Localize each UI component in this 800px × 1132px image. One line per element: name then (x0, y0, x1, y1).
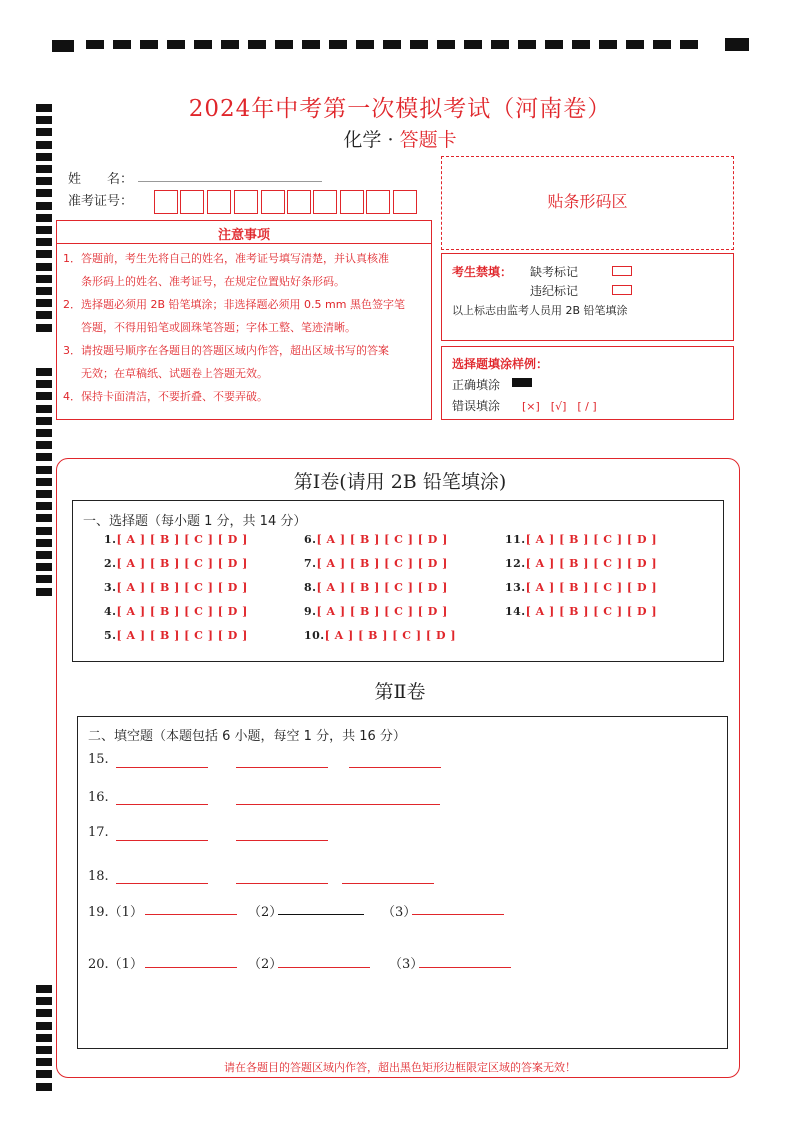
notice-divider (57, 243, 431, 244)
notice-item: 1．答题前，考生先将自己的姓名，准考证号填写清楚，并认真核准 (63, 252, 389, 265)
timing-mark (248, 40, 266, 49)
sample-title: 选择题填涂样例： (452, 357, 549, 371)
timing-mark (36, 177, 52, 185)
timing-mark (36, 502, 52, 510)
answer-options[interactable]: [ A ] [ B ] [ C ] [ D ] (525, 581, 658, 594)
page-subtitle (0, 125, 800, 152)
absent-mark-label: 缺考标记 (530, 265, 579, 279)
q15-blank-1[interactable] (116, 767, 208, 768)
timing-mark (626, 40, 644, 49)
notice-item: 3．请按题号顺序在各题目的答题区域内作答，超出区域书写的答案 (63, 344, 389, 357)
exam-no-label: 准考证号： (68, 194, 134, 209)
exam-digit-box[interactable] (393, 190, 417, 214)
q18-blank-1[interactable] (116, 883, 208, 884)
footer-warning: 请在各题目的答题区域内作答，超出黑色矩形边框限定区域的答案无效！ (224, 1061, 576, 1074)
exam-digit-box[interactable] (234, 190, 258, 214)
q16-blank-1[interactable] (116, 804, 208, 805)
question-number: 10. (304, 629, 325, 642)
choice-question[interactable] (505, 557, 657, 570)
choice-question[interactable] (304, 605, 448, 618)
q19-2-label: （2） (248, 905, 283, 920)
timing-mark (680, 40, 698, 49)
choice-question[interactable] (505, 605, 657, 618)
answer-options[interactable]: [ A ] [ B ] [ C ] [ D ] (324, 629, 457, 642)
forbidden-note: 以上标志由监考人员用 2B 铅笔填涂 (452, 304, 628, 317)
q17-blank-2[interactable] (236, 840, 328, 841)
timing-mark (36, 202, 52, 210)
wrong-fill-samples: [×] [√] [ / ] (522, 400, 597, 413)
violation-mark-label: 违纪标记 (530, 284, 579, 298)
timing-mark (36, 226, 52, 234)
timing-mark (36, 1034, 52, 1042)
timing-mark (140, 40, 158, 49)
answer-options[interactable]: [ A ] [ B ] [ C ] [ D ] (316, 581, 448, 594)
choice-question[interactable] (104, 557, 248, 570)
timing-mark (36, 985, 52, 993)
q20-blank-3[interactable] (419, 967, 511, 968)
part2-title: 第Ⅱ卷 (374, 681, 426, 703)
name-label: 姓 名： (68, 172, 134, 187)
choice-question[interactable] (304, 629, 456, 642)
q19-blank-2[interactable] (278, 914, 364, 915)
barcode-area[interactable] (441, 156, 734, 250)
timing-mark (36, 441, 52, 449)
question-number: 4. (104, 605, 117, 618)
barcode-label: 贴条形码区 (547, 192, 628, 211)
timing-mark (36, 299, 52, 307)
timing-mark (36, 405, 52, 413)
answer-options[interactable]: [ A ] [ B ] [ C ] [ D ] (525, 605, 658, 618)
timing-mark (36, 324, 52, 332)
q20-3-label: （3） (389, 957, 424, 972)
timing-mark (36, 527, 52, 535)
notice-title: 注意事项 (217, 228, 270, 243)
timing-mark (36, 275, 52, 283)
question-number: 12. (505, 557, 526, 570)
question-number: 1. (104, 533, 117, 546)
exam-digit-box[interactable] (154, 190, 178, 214)
page-title: 2024年中考第一次模拟考试（河南卷） (188, 96, 612, 122)
timing-mark (572, 40, 590, 49)
timing-mark (36, 1009, 52, 1017)
question-number: 6. (304, 533, 317, 546)
answer-options[interactable]: [ A ] [ B ] [ C ] [ D ] (116, 581, 248, 594)
answer-options[interactable]: [ A ] [ B ] [ C ] [ D ] (316, 605, 448, 618)
choice-question[interactable] (304, 533, 448, 546)
sample-box (441, 346, 734, 420)
notice-item: 2．选择题必须用 2B 铅笔填涂；非选择题必须用 0.5 mm 黑色签字笔 (63, 298, 405, 311)
timing-mark (491, 40, 509, 49)
answer-options[interactable]: [ A ] [ B ] [ C ] [ D ] (116, 533, 248, 546)
timing-mark (36, 1083, 52, 1091)
q15-blank-2[interactable] (236, 767, 328, 768)
q20-blank-2[interactable] (278, 967, 370, 968)
timing-mark (437, 40, 455, 49)
timing-mark (36, 165, 52, 173)
question-number: 11. (505, 533, 526, 546)
q17-label: 17. (88, 825, 109, 840)
timing-mark (599, 40, 617, 49)
q16-label: 16. (88, 790, 109, 805)
choice-section-title: 一、选择题（每小题 1 分，共 14 分） (83, 514, 307, 529)
forbidden-box (441, 253, 734, 341)
answer-options[interactable]: [ A ] [ B ] [ C ] [ D ] (116, 557, 248, 570)
choice-question[interactable] (104, 581, 248, 594)
timing-mark (36, 575, 52, 583)
name-field[interactable] (138, 181, 322, 182)
timing-mark (356, 40, 374, 49)
timing-mark (725, 38, 749, 51)
choice-question[interactable] (304, 557, 448, 570)
question-number: 7. (304, 557, 317, 570)
timing-mark (86, 40, 104, 49)
timing-mark (36, 453, 52, 461)
exam-digit-box[interactable] (340, 190, 364, 214)
timing-mark (36, 429, 52, 437)
violation-mark-box[interactable] (612, 285, 632, 295)
timing-mark (410, 40, 428, 49)
q19-blank-3[interactable] (412, 914, 504, 915)
notice-item: 条形码上的姓名、准考证号，在规定位置贴好条形码。 (81, 275, 345, 288)
answer-options[interactable]: [ A ] [ B ] [ C ] [ D ] (525, 557, 658, 570)
exam-digit-box[interactable] (287, 190, 311, 214)
q19-blank-1[interactable] (145, 914, 237, 915)
timing-mark (653, 40, 671, 49)
timing-mark (194, 40, 212, 49)
notice-item: 4．保持卡面清洁，不要折叠、不要弄破。 (63, 390, 268, 403)
timing-mark (275, 40, 293, 49)
timing-mark (36, 380, 52, 388)
question-number: 5. (104, 629, 117, 642)
q20-label: 20.（1） (88, 957, 143, 972)
exam-digit-box[interactable] (313, 190, 337, 214)
timing-mark (518, 40, 536, 49)
choice-question[interactable] (505, 581, 657, 594)
timing-mark (329, 40, 347, 49)
timing-mark (36, 189, 52, 197)
timing-mark (383, 40, 401, 49)
card-label: 答题卡 (399, 129, 457, 151)
q16-blank-2[interactable] (236, 804, 440, 805)
exam-digit-box[interactable] (366, 190, 390, 214)
exam-digit-box[interactable] (180, 190, 204, 214)
choice-question[interactable] (104, 629, 248, 642)
q17-blank-1[interactable] (116, 840, 208, 841)
timing-mark (36, 368, 52, 376)
timing-mark (167, 40, 185, 49)
timing-mark (36, 563, 52, 571)
choice-question[interactable] (505, 533, 657, 546)
part1-title: 第Ⅰ卷(请用 2B 铅笔填涂) (293, 471, 507, 493)
timing-mark (36, 417, 52, 425)
forbidden-label: 考生禁填： (452, 265, 513, 279)
subject-label: 化学 (343, 129, 382, 151)
q15-label: 15. (88, 752, 109, 767)
answer-options[interactable]: [ A ] [ B ] [ C ] [ D ] (116, 629, 248, 642)
question-number: 13. (505, 581, 526, 594)
fill-section-title: 二、填空题（本题包括 6 小题，每空 1 分，共 16 分） (88, 729, 406, 744)
timing-mark (36, 514, 52, 522)
question-number: 2. (104, 557, 117, 570)
timing-mark (36, 539, 52, 547)
question-number: 9. (304, 605, 317, 618)
timing-mark (36, 263, 52, 271)
answer-options[interactable]: [ A ] [ B ] [ C ] [ D ] (316, 533, 448, 546)
timing-mark (302, 40, 320, 49)
timing-mark (36, 287, 52, 295)
question-number: 14. (505, 605, 526, 618)
timing-mark (221, 40, 239, 49)
q18-label: 18. (88, 869, 109, 884)
timing-mark (36, 1046, 52, 1054)
timing-mark (464, 40, 482, 49)
timing-mark (36, 392, 52, 400)
separator-dot: · (387, 129, 394, 151)
timing-mark (36, 238, 52, 246)
q19-label: 19.（1） (88, 905, 143, 920)
timing-mark (36, 1022, 52, 1030)
timing-mark (36, 153, 52, 161)
timing-mark (113, 40, 131, 49)
notice-item: 无效；在草稿纸、试题卷上答题无效。 (81, 367, 268, 380)
timing-mark (36, 997, 52, 1005)
exam-digit-box[interactable] (207, 190, 231, 214)
answer-options[interactable]: [ A ] [ B ] [ C ] [ D ] (525, 533, 658, 546)
correct-fill-label: 正确填涂 (452, 378, 501, 392)
choice-question[interactable] (104, 533, 248, 546)
timing-mark (36, 214, 52, 222)
notice-box (56, 220, 432, 420)
answer-options[interactable]: [ A ] [ B ] [ C ] [ D ] (316, 557, 448, 570)
timing-mark (36, 551, 52, 559)
question-number: 8. (304, 581, 317, 594)
correct-fill-sample (512, 378, 532, 387)
absent-mark-box[interactable] (612, 266, 632, 276)
choice-question[interactable] (104, 605, 248, 618)
choice-question[interactable] (304, 581, 448, 594)
timing-mark (36, 311, 52, 319)
question-number: 3. (104, 581, 117, 594)
timing-mark (36, 250, 52, 258)
q18-blank-2[interactable] (236, 883, 328, 884)
exam-digit-box[interactable] (261, 190, 285, 214)
answer-options[interactable]: [ A ] [ B ] [ C ] [ D ] (116, 605, 248, 618)
timing-mark (36, 588, 52, 596)
q15-blank-3[interactable] (349, 767, 441, 768)
q20-blank-1[interactable] (145, 967, 237, 968)
notice-item: 答题，不得用铅笔或圆珠笔答题；字体工整、笔迹清晰。 (81, 321, 356, 334)
timing-mark (545, 40, 563, 49)
q20-2-label: （2） (248, 957, 283, 972)
q18-blank-3[interactable] (342, 883, 434, 884)
timing-mark (52, 40, 74, 52)
q19-3-label: （3） (382, 905, 417, 920)
wrong-fill-label: 错误填涂 (452, 399, 501, 413)
